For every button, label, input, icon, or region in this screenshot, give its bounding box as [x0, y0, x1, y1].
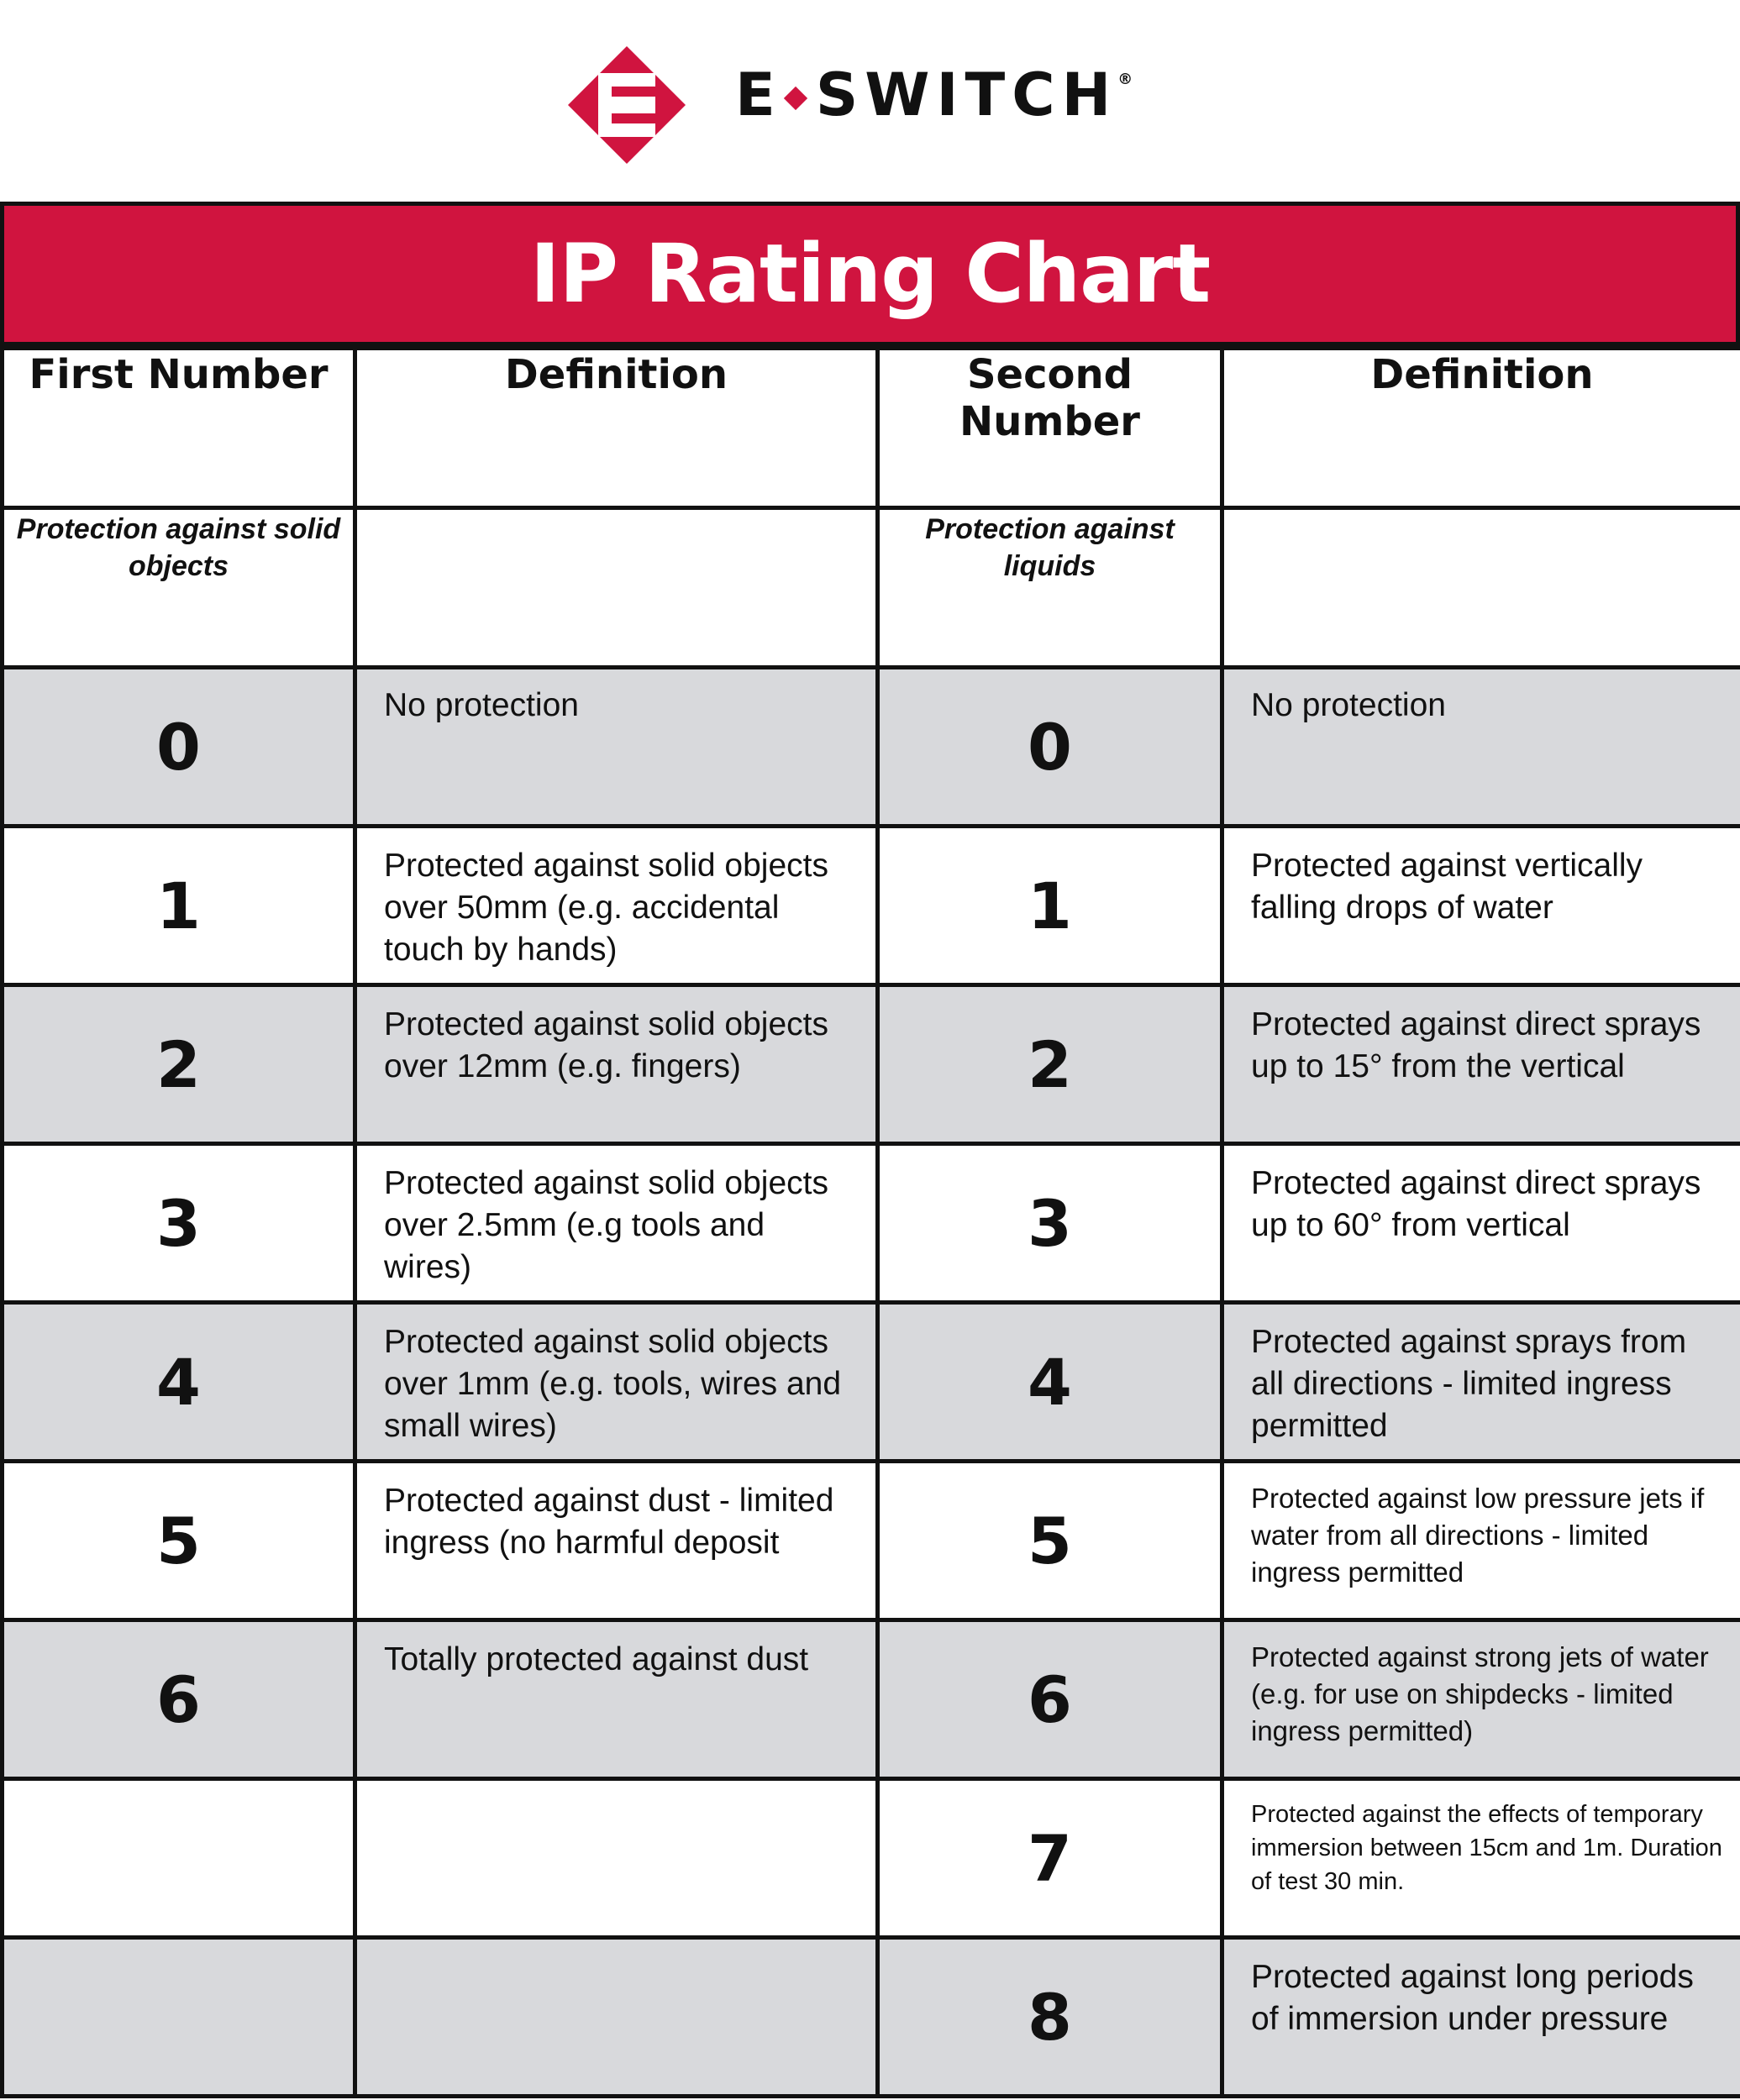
first-number-cell: 2 [3, 985, 355, 1144]
first-number-cell [3, 1779, 355, 1938]
first-definition-cell: Protected against solid objects over 2.5mm (e.g tools and wires) [355, 1144, 878, 1303]
header [0, 0, 1740, 202]
second-definition-cell: Protected against low pressure jets if water from all directions - limited ingress permitted [1222, 1462, 1740, 1620]
subheader-liquids: Protection against liquids [878, 508, 1222, 668]
table-row [3, 827, 1740, 985]
table-subheader-row [3, 508, 1740, 668]
header-second-number: Second Number [878, 349, 1222, 508]
header-definition-2: Definition [1222, 349, 1740, 508]
first-number-cell: 1 [3, 827, 355, 985]
first-definition-cell: Totally protected against dust [355, 1620, 878, 1779]
table-row [3, 1303, 1740, 1462]
second-number-cell: 6 [878, 1620, 1222, 1779]
header-definition-1: Definition [355, 349, 878, 508]
table-row [3, 1462, 1740, 1620]
second-definition-cell: No protection [1222, 668, 1740, 827]
second-number-cell: 0 [878, 668, 1222, 827]
first-definition-cell: Protected against solid objects over 50mm (e.g. accidental touch by hands) [355, 827, 878, 985]
second-number-cell: 3 [878, 1144, 1222, 1303]
brand-diamond-icon [784, 87, 807, 110]
first-number-cell [3, 1938, 355, 2097]
header-first-number: First Number [3, 349, 355, 508]
subheader-empty-2 [1222, 508, 1740, 668]
first-definition-cell [355, 1779, 878, 1938]
second-definition-cell: Protected against the effects of temporary immersion between 15cm and 1m. Duration of test 30 min. [1222, 1779, 1740, 1938]
brand-wordmark [735, 60, 1133, 129]
e-switch-diamond-logo-icon [568, 46, 686, 164]
first-definition-cell [355, 1938, 878, 2097]
first-definition-cell: Protected against dust - limited ingress (no harmful deposit [355, 1462, 878, 1620]
first-number-cell: 6 [3, 1620, 355, 1779]
first-number-cell: 5 [3, 1462, 355, 1620]
second-definition-cell: Protected against long periods of immersion under pressure [1222, 1938, 1740, 2097]
first-number-cell: 3 [3, 1144, 355, 1303]
second-definition-cell: Protected against direct sprays up to 60° from vertical [1222, 1144, 1740, 1303]
first-definition-cell: Protected against solid objects over 1mm (e.g. tools, wires and small wires) [355, 1303, 878, 1462]
second-definition-cell: Protected against sprays from all directions - limited ingress permitted [1222, 1303, 1740, 1462]
second-number-cell: 2 [878, 985, 1222, 1144]
second-definition-cell: Protected against vertically falling drops of water [1222, 827, 1740, 985]
table-row [3, 1144, 1740, 1303]
first-definition-cell: No protection [355, 668, 878, 827]
title-bar [0, 202, 1740, 346]
registered-mark: ® [1117, 71, 1133, 88]
page-title: IP Rating Chart [529, 227, 1211, 321]
second-number-cell: 4 [878, 1303, 1222, 1462]
first-definition-cell: Protected against solid objects over 12mm (e.g. fingers) [355, 985, 878, 1144]
subheader-empty-1 [355, 508, 878, 668]
table-row [3, 1938, 1740, 2097]
first-number-cell: 0 [3, 668, 355, 827]
second-definition-cell: Protected against strong jets of water (e.g. for use on shipdecks - limited ingress permitted) [1222, 1620, 1740, 1779]
second-number-cell: 8 [878, 1938, 1222, 2097]
second-number-cell: 7 [878, 1779, 1222, 1938]
subheader-solid-objects: Protection against solid objects [3, 508, 355, 668]
second-number-cell: 5 [878, 1462, 1222, 1620]
table-row [3, 1779, 1740, 1938]
first-number-cell: 4 [3, 1303, 355, 1462]
brand-name-left: E [735, 60, 782, 129]
table-row [3, 985, 1740, 1144]
table-row [3, 1620, 1740, 1779]
second-definition-cell: Protected against direct sprays up to 15° from the vertical [1222, 985, 1740, 1144]
brand-name-right: SWITCH [815, 60, 1118, 129]
second-number-cell: 1 [878, 827, 1222, 985]
ip-rating-table [0, 346, 1740, 2098]
table-row [3, 668, 1740, 827]
table-header-row [3, 349, 1740, 508]
